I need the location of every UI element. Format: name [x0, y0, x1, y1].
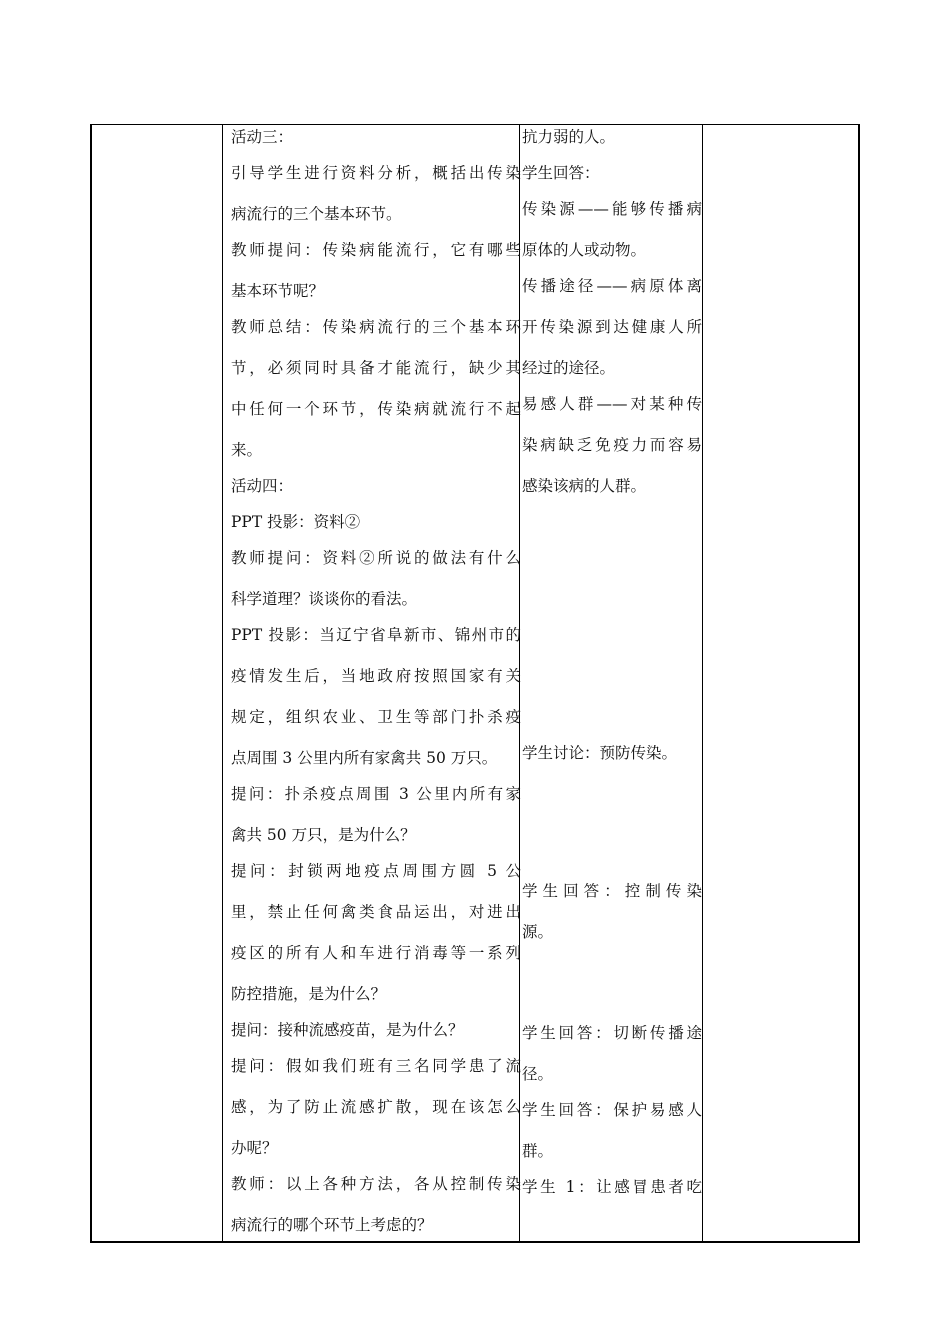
lesson-table [90, 124, 860, 1243]
teacher-line: 办呢？ [231, 1139, 278, 1157]
student-line: 开传染源到达健康人所 [522, 318, 702, 336]
student-line: 学生讨论：预防传染。 [522, 744, 678, 762]
teacher-line: 疫区的所有人和车进行消毒等一系列 [231, 944, 521, 962]
student-line: 学生回答：切断传播途 [522, 1024, 702, 1042]
teacher-line: 病流行的三个基本环节。 [231, 205, 402, 223]
teacher-line: 活动四： [231, 477, 294, 495]
teacher-line: 中任何一个环节，传染病就流行不起 [231, 400, 521, 418]
teacher-line: 教师提问：资料②所说的做法有什么 [231, 549, 521, 567]
table-border-left [90, 125, 92, 1241]
teacher-line: 感，为了防止流感扩散，现在该怎么 [231, 1098, 521, 1116]
teacher-line: PPT 投影：当辽宁省阜新市、锦州市的 [231, 626, 521, 644]
teacher-line: 科学道理？谈谈你的看法。 [231, 590, 418, 608]
teacher-line: 禽共 50 万只，是为什么？ [231, 826, 416, 844]
teacher-line: 节，必须同时具备才能流行，缺少其 [231, 359, 521, 377]
teacher-line: 引导学生进行资料分析，概括出传染 [231, 164, 521, 182]
student-line: 径。 [522, 1065, 554, 1083]
student-line: 经过的途径。 [522, 359, 616, 377]
student-line: 原体的人或动物。 [522, 241, 647, 259]
student-line: 学生回答：保护易感人 [522, 1101, 702, 1119]
teacher-line: 病流行的哪个环节上考虑的？ [231, 1216, 433, 1234]
teacher-line: 规定，组织农业、卫生等部门扑杀疫 [231, 708, 521, 726]
teacher-line: 教师总结：传染病流行的三个基本环 [231, 318, 521, 336]
table-border-right [858, 125, 860, 1241]
teacher-activity-column [223, 125, 521, 1241]
teacher-line: 活动三： [231, 128, 294, 146]
teacher-line: 里，禁止任何禽类食品运出，对进出 [231, 903, 521, 921]
student-line: 感染该病的人群。 [522, 477, 647, 495]
teacher-line: 教师：以上各种方法，各从控制传染 [231, 1175, 521, 1193]
teacher-line: 点周围 3 公里内所有家禽共 50 万只。 [231, 749, 498, 767]
student-line: 传染源——能够传播病 [522, 200, 702, 218]
teacher-line: PPT 投影：资料② [231, 513, 361, 531]
student-line: 学生回答： [522, 164, 600, 182]
student-line: 染病缺乏免疫力而容易 [522, 436, 702, 454]
student-line: 学生 1：让感冒患者吃 [522, 1178, 702, 1196]
teacher-line: 疫情发生后，当地政府按照国家有关 [231, 667, 521, 685]
teacher-line: 防控措施，是为什么？ [231, 985, 387, 1003]
student-line: 学 生 回 答 ： 控 制 传 染 [522, 882, 702, 900]
teacher-line: 提问：扑杀疫点周围 3 公里内所有家 [231, 785, 521, 803]
student-activity-column [520, 125, 702, 1241]
student-line: 群。 [522, 1142, 554, 1160]
teacher-line: 提问：假如我们班有三名同学患了流 [231, 1057, 521, 1075]
teacher-line: 提问：封锁两地疫点周围方圆 5 公 [231, 862, 521, 880]
student-line: 传播途径——病原体离 [522, 277, 702, 295]
teacher-line: 教师提问：传染病能流行，它有哪些 [231, 241, 521, 259]
student-line: 易感人群——对某种传 [522, 395, 702, 413]
teacher-line: 提问：接种流感疫苗，是为什么？ [231, 1021, 464, 1039]
teacher-line: 来。 [231, 441, 263, 459]
student-line: 抗力弱的人。 [522, 128, 616, 146]
table-divider-3 [702, 125, 703, 1241]
student-line: 源。 [522, 923, 554, 941]
teacher-line: 基本环节呢？ [231, 282, 325, 300]
